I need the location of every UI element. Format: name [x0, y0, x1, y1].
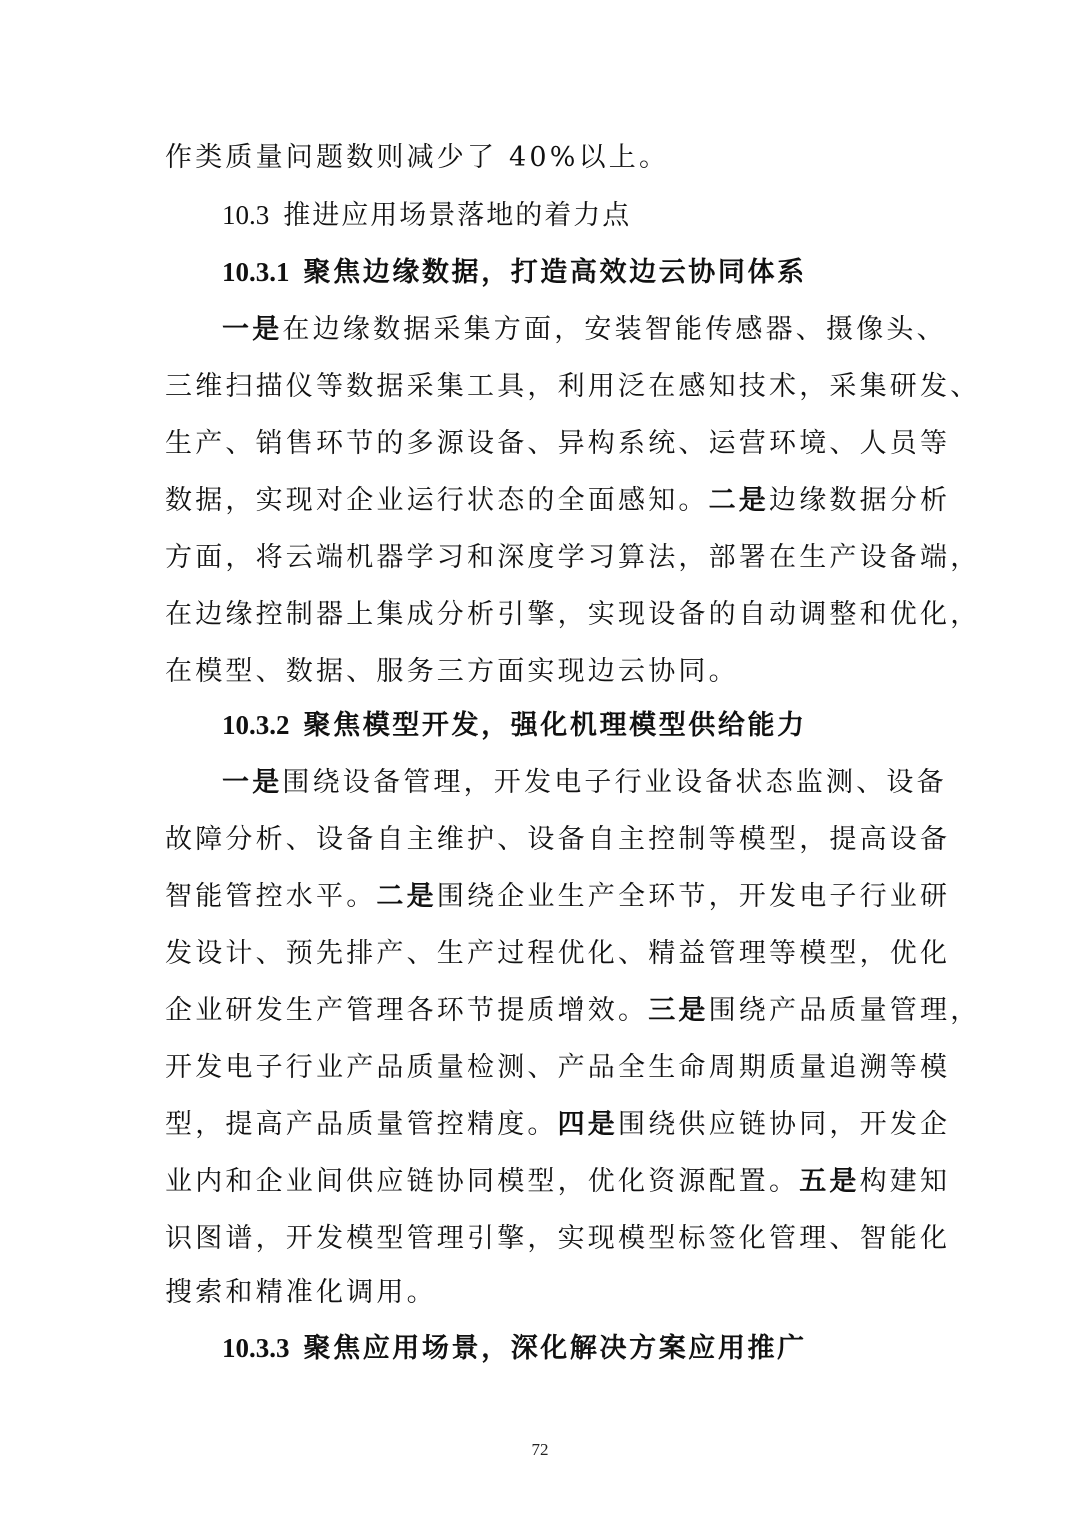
subsection-title: 聚焦边缘数据，打造高效边云协同体系	[303, 257, 807, 288]
body-text: 围绕企业生产全环节，开发电子行业研	[436, 881, 951, 912]
paragraph-line	[0, 1210, 1080, 1267]
body-text: 作类质量问题数则减少了 40%以上。	[165, 142, 670, 173]
body-text: 三维扫描仪等数据采集工具，利用泛在感知技术，采集研发、	[165, 371, 981, 402]
paragraph-line	[0, 1264, 1080, 1321]
paragraph-line	[0, 643, 1080, 700]
subsection-number: 10.3.3	[222, 1333, 290, 1363]
paragraph-line	[0, 811, 1080, 868]
paragraph-line	[0, 1039, 1080, 1096]
subsection-title: 聚焦模型开发，强化机理模型供给能力	[303, 710, 807, 741]
section-number: 10.3	[222, 200, 270, 230]
subsection-heading-10-3-3	[0, 1320, 1080, 1377]
ordinal-label: 三是	[648, 995, 709, 1026]
paragraph-line	[0, 586, 1080, 643]
body-text: 边缘数据分析	[769, 485, 951, 516]
body-text: 故障分析、设备自主维护、设备自主控制等模型，提高设备	[165, 824, 951, 855]
body-text: 企业研发生产管理各环节提质增效。	[165, 995, 649, 1026]
body-text: 智能管控水平。	[165, 881, 377, 912]
paragraph-line	[0, 754, 1080, 811]
paragraph-line	[0, 868, 1080, 925]
body-text: 围绕设备管理，开发电子行业设备状态监测、设备	[282, 767, 947, 798]
body-text: 型，提高产品质量管控精度。	[165, 1109, 558, 1140]
paragraph-line	[0, 472, 1080, 529]
body-text: 搜索和精准化调用。	[165, 1277, 437, 1308]
ordinal-label: 二是	[376, 881, 437, 912]
paragraph-line	[0, 358, 1080, 415]
paragraph-line	[0, 301, 1080, 358]
subsection-heading-10-3-2	[0, 697, 1080, 754]
body-text: 开发电子行业产品质量检测、产品全生命周期质量追溯等模	[165, 1052, 951, 1083]
paragraph-line	[0, 925, 1080, 982]
paragraph-line	[0, 1153, 1080, 1210]
paragraph-line	[0, 982, 1080, 1039]
subsection-heading-10-3-1	[0, 244, 1080, 301]
page-number: 72	[531, 1440, 549, 1459]
body-text: 方面，将云端机器学习和深度学习算法，部署在生产设备端，	[165, 542, 981, 573]
section-title: 推进应用场景落地的着力点	[283, 200, 632, 231]
paragraph-line	[0, 415, 1080, 472]
paragraph-line	[0, 129, 1080, 186]
paragraph-line	[0, 529, 1080, 586]
body-text: 围绕产品质量管理，	[708, 995, 981, 1026]
body-text: 在边缘数据采集方面，安装智能传感器、摄像头、	[282, 314, 947, 345]
ordinal-label: 一是	[222, 767, 283, 798]
body-text: 在边缘控制器上集成分析引擎，实现设备的自动调整和优化，	[165, 599, 981, 630]
body-text: 发设计、预先排产、生产过程优化、精益管理等模型，优化	[165, 938, 951, 969]
ordinal-label: 四是	[557, 1109, 619, 1140]
ordinal-label: 二是	[708, 485, 770, 516]
body-text: 构建知	[859, 1166, 951, 1197]
subsection-number: 10.3.1	[222, 257, 290, 287]
body-text: 识图谱，开发模型管理引擎，实现模型标签化管理、智能化	[165, 1223, 951, 1254]
ordinal-label: 五是	[799, 1166, 860, 1197]
body-text: 业内和企业间供应链协同模型，优化资源配置。	[165, 1166, 800, 1197]
body-text: 围绕供应链协同，开发企	[618, 1109, 951, 1140]
body-text: 在模型、数据、服务三方面实现边云协同。	[165, 656, 739, 687]
subsection-number: 10.3.2	[222, 710, 290, 740]
paragraph-line	[0, 1096, 1080, 1153]
ordinal-label: 一是	[222, 314, 283, 345]
body-text: 生产、销售环节的多源设备、异构系统、运营环境、人员等	[165, 428, 951, 459]
subsection-title: 聚焦应用场景，深化解决方案应用推广	[303, 1333, 807, 1364]
body-text: 数据，实现对企业运行状态的全面感知。	[165, 485, 709, 516]
section-heading-10-3	[0, 187, 1080, 244]
